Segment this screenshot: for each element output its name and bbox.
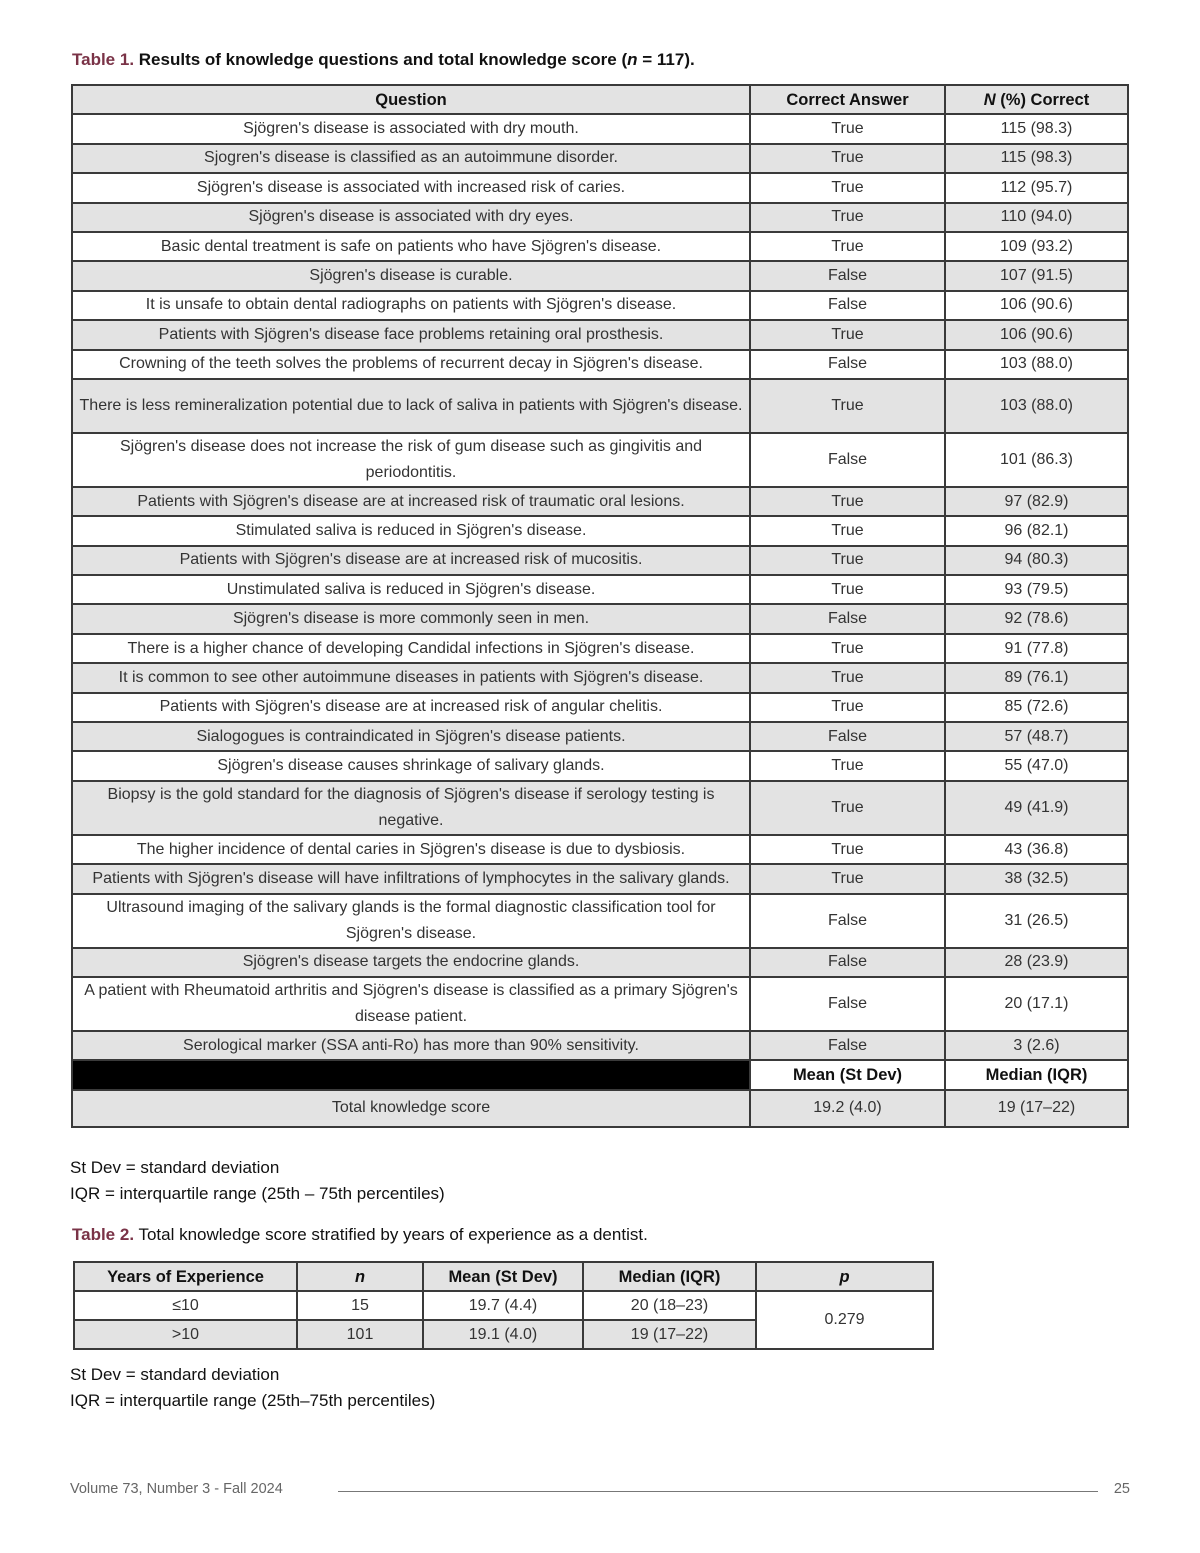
- table-row: [72, 203, 1128, 232]
- answer-cell: True: [750, 320, 945, 349]
- correct-cell: 91 (77.8): [945, 634, 1128, 663]
- table2-label: Table 2.: [72, 1225, 135, 1244]
- question-cell: Sialogogues is contraindicated in Sjögren's disease patients.: [72, 722, 750, 751]
- header-n-correct: N (%) Correct: [945, 85, 1128, 114]
- correct-cell: 20 (17.1): [945, 977, 1128, 1031]
- answer-cell: True: [750, 144, 945, 173]
- answer-cell: False: [750, 433, 945, 487]
- question-cell: Patients with Sjögren's disease are at increased risk of traumatic oral lesions.: [72, 487, 750, 516]
- table-row: [72, 693, 1128, 722]
- answer-cell: True: [750, 173, 945, 202]
- question-cell: Sjögren's disease causes shrinkage of salivary glands.: [72, 751, 750, 780]
- header-median: Median (IQR): [583, 1262, 756, 1291]
- correct-cell: 49 (41.9): [945, 781, 1128, 835]
- answer-cell: False: [750, 261, 945, 290]
- answer-cell: True: [750, 516, 945, 545]
- table-row: [72, 977, 1128, 1031]
- table-row: [72, 173, 1128, 202]
- question-cell: It is unsafe to obtain dental radiographs on patients with Sjögren's disease.: [72, 291, 750, 320]
- note-sd: St Dev = standard deviation: [70, 1365, 280, 1384]
- correct-cell: 101 (86.3): [945, 433, 1128, 487]
- question-cell: A patient with Rheumatoid arthritis and Sjögren's disease is classified as a primary Sjögren's disease patient.: [72, 977, 750, 1031]
- table-row: [72, 546, 1128, 575]
- table-row: [72, 291, 1128, 320]
- question-cell: Stimulated saliva is reduced in Sjögren's disease.: [72, 516, 750, 545]
- table-row: [72, 1031, 1128, 1060]
- black-spacer-cell: [72, 1060, 750, 1089]
- footer-rule: [338, 1491, 1098, 1492]
- correct-cell: 106 (90.6): [945, 320, 1128, 349]
- correct-cell: 115 (98.3): [945, 114, 1128, 143]
- table-row: [72, 433, 1128, 487]
- correct-cell: 43 (36.8): [945, 835, 1128, 864]
- table-row: [72, 835, 1128, 864]
- total-mean: 19.2 (4.0): [750, 1090, 945, 1127]
- table-row: [72, 232, 1128, 261]
- question-cell: The higher incidence of dental caries in Sjögren's disease is due to dysbiosis.: [72, 835, 750, 864]
- correct-cell: 55 (47.0): [945, 751, 1128, 780]
- question-cell: Sjögren's disease is curable.: [72, 261, 750, 290]
- table-row: >10 101 19.1 (4.0) 19 (17–22): [74, 1320, 933, 1349]
- table-row: [72, 604, 1128, 633]
- table-row: [72, 487, 1128, 516]
- question-cell: Sjögren's disease targets the endocrine glands.: [72, 948, 750, 977]
- question-cell: Ultrasound imaging of the salivary glands is the formal diagnostic classification tool for Sjögren's disease.: [72, 894, 750, 948]
- table-row: [72, 634, 1128, 663]
- table-row: [72, 114, 1128, 143]
- question-cell: Sjögren's disease is more commonly seen in men.: [72, 604, 750, 633]
- question-cell: There is a higher chance of developing Candidal infections in Sjögren's disease.: [72, 634, 750, 663]
- footer-volume: Volume 73, Number 3 - Fall 2024: [70, 1481, 283, 1497]
- table-row: [72, 320, 1128, 349]
- table1-caption: Table 1. Results of knowledge questions and total knowledge score (n = 117).: [72, 50, 695, 69]
- question-cell: Patients with Sjögren's disease will have infiltrations of lymphocytes in the salivary glands.: [72, 864, 750, 893]
- correct-cell: 103 (88.0): [945, 350, 1128, 379]
- p-value: 0.279: [756, 1291, 933, 1349]
- answer-cell: True: [750, 546, 945, 575]
- knowledge-results-table: [71, 84, 1129, 1128]
- table-row: [72, 894, 1128, 948]
- correct-cell: 85 (72.6): [945, 693, 1128, 722]
- answer-cell: True: [750, 693, 945, 722]
- correct-cell: 109 (93.2): [945, 232, 1128, 261]
- answer-cell: True: [750, 835, 945, 864]
- table-row: [72, 663, 1128, 692]
- correct-cell: 31 (26.5): [945, 894, 1128, 948]
- answer-cell: True: [750, 203, 945, 232]
- answer-cell: False: [750, 722, 945, 751]
- correct-cell: 93 (79.5): [945, 575, 1128, 604]
- total-label: Total knowledge score: [72, 1090, 750, 1127]
- answer-cell: True: [750, 864, 945, 893]
- question-cell: Sjögren's disease is associated with increased risk of caries.: [72, 173, 750, 202]
- question-cell: Patients with Sjögren's disease are at increased risk of angular chelitis.: [72, 693, 750, 722]
- table-row: [72, 350, 1128, 379]
- question-cell: Sjogren's disease is classified as an autoimmune disorder.: [72, 144, 750, 173]
- correct-cell: 96 (82.1): [945, 516, 1128, 545]
- table-row: [72, 144, 1128, 173]
- question-cell: Basic dental treatment is safe on patients who have Sjögren's disease.: [72, 232, 750, 261]
- answer-cell: True: [750, 379, 945, 433]
- correct-cell: 28 (23.9): [945, 948, 1128, 977]
- question-cell: Sjögren's disease does not increase the risk of gum disease such as gingivitis and periodontitis.: [72, 433, 750, 487]
- table-row: [72, 575, 1128, 604]
- question-cell: Patients with Sjögren's disease are at increased risk of mucositis.: [72, 546, 750, 575]
- header-p: p: [756, 1262, 933, 1291]
- answer-cell: True: [750, 663, 945, 692]
- table-row: [72, 516, 1128, 545]
- total-median: 19 (17–22): [945, 1090, 1128, 1127]
- correct-cell: 103 (88.0): [945, 379, 1128, 433]
- question-cell: Crowning of the teeth solves the problems of recurrent decay in Sjögren's disease.: [72, 350, 750, 379]
- question-cell: It is common to see other autoimmune diseases in patients with Sjögren's disease.: [72, 663, 750, 692]
- answer-cell: True: [750, 232, 945, 261]
- header-correct-answer: Correct Answer: [750, 85, 945, 114]
- answer-cell: False: [750, 604, 945, 633]
- answer-cell: True: [750, 487, 945, 516]
- question-cell: Serological marker (SSA anti-Ro) has more than 90% sensitivity.: [72, 1031, 750, 1060]
- table-row: [72, 751, 1128, 780]
- correct-cell: 106 (90.6): [945, 291, 1128, 320]
- header-question: Question: [72, 85, 750, 114]
- total-row: [72, 1090, 1128, 1127]
- table-row: [72, 379, 1128, 433]
- question-cell: There is less remineralization potential due to lack of saliva in patients with Sjögren's disease.: [72, 379, 750, 433]
- answer-cell: True: [750, 751, 945, 780]
- answer-cell: True: [750, 575, 945, 604]
- correct-cell: 97 (82.9): [945, 487, 1128, 516]
- correct-cell: 94 (80.3): [945, 546, 1128, 575]
- question-cell: Patients with Sjögren's disease face problems retaining oral prosthesis.: [72, 320, 750, 349]
- correct-cell: 89 (76.1): [945, 663, 1128, 692]
- answer-cell: False: [750, 894, 945, 948]
- correct-cell: 57 (48.7): [945, 722, 1128, 751]
- experience-stratified-table: [73, 1261, 934, 1350]
- note-iqr: IQR = interquartile range (25th – 75th percentiles): [70, 1184, 445, 1203]
- question-cell: Sjögren's disease is associated with dry mouth.: [72, 114, 750, 143]
- table-row: ≤10 15 19.7 (4.4) 20 (18–23) 0.279: [74, 1291, 933, 1320]
- note-sd: St Dev = standard deviation: [70, 1158, 280, 1177]
- correct-cell: 38 (32.5): [945, 864, 1128, 893]
- header-mean: Mean (St Dev): [423, 1262, 583, 1291]
- table-row: [72, 722, 1128, 751]
- correct-cell: 115 (98.3): [945, 144, 1128, 173]
- summary-header-median: Median (IQR): [945, 1060, 1128, 1089]
- summary-header-mean: Mean (St Dev): [750, 1060, 945, 1089]
- page-number: 25: [1113, 1481, 1130, 1497]
- table-row: [72, 864, 1128, 893]
- table-row: [72, 261, 1128, 290]
- correct-cell: 112 (95.7): [945, 173, 1128, 202]
- table2-notes: [70, 1362, 435, 1414]
- answer-cell: False: [750, 291, 945, 320]
- correct-cell: 110 (94.0): [945, 203, 1128, 232]
- table-row: [72, 948, 1128, 977]
- answer-cell: True: [750, 114, 945, 143]
- table1-label: Table 1.: [72, 50, 135, 69]
- answer-cell: False: [750, 977, 945, 1031]
- question-cell: Unstimulated saliva is reduced in Sjögren's disease.: [72, 575, 750, 604]
- header-years: Years of Experience: [74, 1262, 297, 1291]
- question-cell: Sjögren's disease is associated with dry eyes.: [72, 203, 750, 232]
- answer-cell: True: [750, 634, 945, 663]
- note-iqr: IQR = interquartile range (25th–75th percentiles): [70, 1391, 436, 1410]
- question-cell: Biopsy is the gold standard for the diagnosis of Sjögren's disease if serology testing is negative.: [72, 781, 750, 835]
- correct-cell: 107 (91.5): [945, 261, 1128, 290]
- answer-cell: False: [750, 1031, 945, 1060]
- correct-cell: 92 (78.6): [945, 604, 1128, 633]
- answer-cell: True: [750, 781, 945, 835]
- table1-notes: [70, 1155, 445, 1207]
- correct-cell: 3 (2.6): [945, 1031, 1128, 1060]
- header-n: n: [297, 1262, 423, 1291]
- table2-caption: Table 2. Total knowledge score stratified by years of experience as a dentist.: [72, 1225, 648, 1244]
- table-row: [72, 781, 1128, 835]
- answer-cell: False: [750, 948, 945, 977]
- answer-cell: False: [750, 350, 945, 379]
